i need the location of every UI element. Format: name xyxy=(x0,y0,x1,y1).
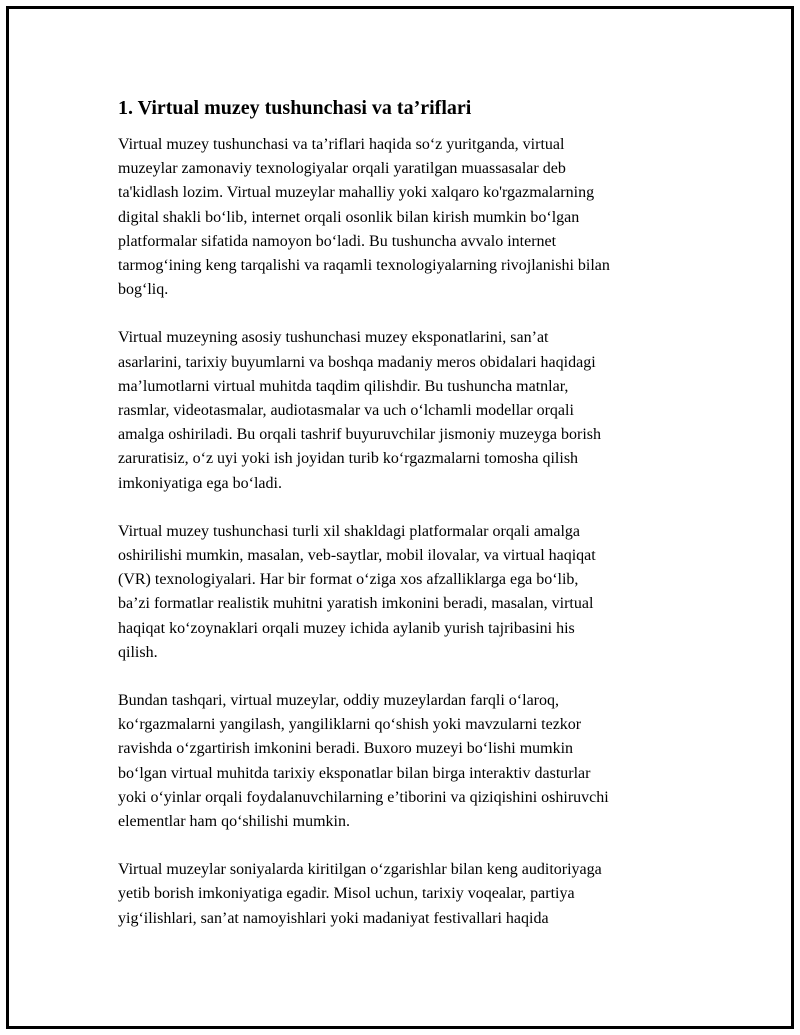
text-line: haqiqat ko‘zoynaklari orqali muzey ichida aylanib yurish tajribasini his xyxy=(118,619,575,637)
text-line: yoki o‘yinlar orqali foydalanuvchilarning e’tiborini va qiziqishini oshiruvchi xyxy=(118,788,609,806)
paragraph-5 xyxy=(118,858,698,931)
text-line: (VR) texnologiyalari. Har bir format o‘ziga xos afzalliklarga ega bo‘lib, xyxy=(118,571,579,589)
text-line: muzeylar zamonaviy texnologiyalar orqali yaratilgan muassasalar deb xyxy=(118,160,566,178)
text-line: Virtual muzey tushunchasi turli xil shakldagi platformalar orqali amalga xyxy=(118,522,581,540)
text-line: Virtual muzeylar soniyalarda kiritilgan o‘zgarishlar bilan keng auditoriyaga xyxy=(118,861,602,879)
text-line: platformalar sifatida namoyon bo‘ladi. Bu tushuncha avvalo internet xyxy=(118,232,557,250)
text-line: zaruratisiz, o‘z uyi yoki ish joyidan turib ko‘rgazmalarni tomosha qilish xyxy=(118,450,579,468)
paragraph-4 xyxy=(118,689,698,834)
text-line: bog‘liq. xyxy=(118,281,169,299)
text-line: bo‘lgan virtual muhitda tarixiy eksponatlar bilan birga interaktiv dasturlar xyxy=(118,764,591,782)
text-line: Virtual muzeyning asosiy tushunchasi muzey eksponatlarini, san’at xyxy=(118,329,549,347)
text-line: imkoniyatiga ega bo‘ladi. xyxy=(118,474,282,492)
text-line: ba’zi formatlar realistik muhitni yaratish imkonini beradi, masalan, virtual xyxy=(118,595,594,613)
text-line: yetib borish imkoniyatiga egadir. Misol uchun, tarixiy voqealar, partiya xyxy=(118,885,575,903)
text-line: yig‘ilishlari, san’at namoyishlari yoki madaniyat festivallari haqida xyxy=(118,909,549,927)
text-line: elementlar ham qo‘shilishi mumkin. xyxy=(118,813,350,831)
paragraph-2 xyxy=(118,326,698,495)
text-line: tarmog‘ining keng tarqalishi va raqamli texnologiyalarning rivojlanishi bilan xyxy=(118,257,610,275)
paragraph-1 xyxy=(118,133,698,302)
text-line: rasmlar, videotasmalar, audiotasmalar va uch o‘lchamli modellar orqali xyxy=(118,402,574,420)
text-line: ma’lumotlarni virtual muhitda taqdim qilishdir. Bu tushuncha matnlar, xyxy=(118,377,569,395)
text-line: qilish. xyxy=(118,643,158,661)
section-heading: 1. Virtual muzey tushunchasi va ta’riflari xyxy=(118,97,472,119)
text-line: oshirilishi mumkin, masalan, veb-saytlar, mobil ilovalar, va virtual haqiqat xyxy=(118,547,596,565)
text-line: Bundan tashqari, virtual muzeylar, oddiy muzeylardan farqli o‘laroq, xyxy=(118,692,559,710)
text-line: asarlarini, tarixiy buyumlarni va boshqa madaniy meros obidalari haqidagi xyxy=(118,353,596,371)
text-line: Virtual muzey tushunchasi va ta’riflari haqida so‘z yuritganda, virtual xyxy=(118,136,565,153)
text-line: ta'kidlash lozim. Virtual muzeylar mahalliy yoki xalqaro ko'rgazmalarning xyxy=(118,184,595,202)
text-line: ravishda o‘zgartirish imkonini beradi. Buxoro muzeyi bo‘lishi mumkin xyxy=(118,740,574,758)
paragraph-3 xyxy=(118,520,698,665)
text-line: amalga oshiriladi. Bu orqali tashrif buyuruvchilar jismoniy muzeyga borish xyxy=(118,426,602,444)
text-line: digital shakli bo‘lib, internet orqali osonlik bilan kirish mumkin bo‘lgan xyxy=(118,208,580,226)
text-line: ko‘rgazmalarni yangilash, yangiliklarni qo‘shish yoki mavzularni tezkor xyxy=(118,716,582,734)
document-body xyxy=(118,95,698,955)
